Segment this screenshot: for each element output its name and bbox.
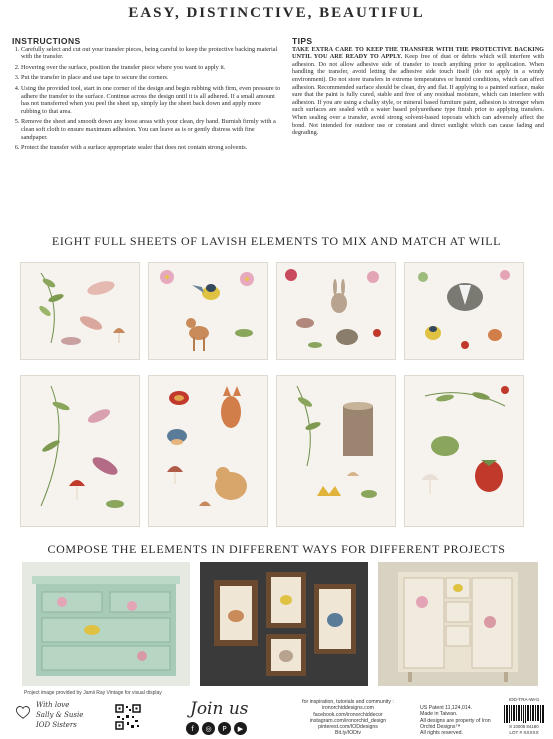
facebook-icon[interactable]: f — [186, 722, 199, 735]
tips-body: Keep free of dust or debris which will interfere with adhesion. Do not allow adhesive side of transfer to touch anything prior to application. When handling the transfer, avoid letting the adhesive side touch itself (do not apply in a windy environment). Do not store transfers in extreme temperatures or humid conditions, which can affect adhesion. Recommended surface should be clean, dry and flat. If applying to a painted surface, make sure that the paint is fully cured, stable and free of any residual moisture, which can interfere with adhesion. If you are using a chalky style, or mineral based furniture paint, adhesion is stronger when such surfaces are sealed with a water based polyurethane type finish prior to applying transfers. When sealing over a transfer, avoid strong solvent-based topcoats which can adversely affect the bond. Not intended for outdoor use or constant and direct sunlight which can cause fading and degrading. — [292, 53, 544, 137]
legal-info — [420, 705, 498, 736]
sheet-2-art — [149, 263, 267, 359]
signature — [14, 701, 86, 737]
youtube-icon[interactable]: ▶ — [234, 722, 247, 735]
photo-caption: Project image provided by Jamii Ray Vintage for visual display — [24, 690, 162, 696]
transfer-sheet-4 — [404, 262, 524, 360]
sheet-4-art — [405, 263, 523, 359]
tips-section — [292, 38, 544, 137]
join-us: Join us — [190, 699, 249, 719]
instruction-step: 2. Hovering over the surface, position the transfer piece where you want to apply it. — [21, 64, 282, 72]
transfer-sheet-6 — [148, 375, 268, 527]
sku-text: IOD-TRA-WH1 — [508, 697, 540, 702]
link-website[interactable]: ironorchiddesigns.com — [322, 705, 374, 712]
transfer-sheet-5 — [20, 375, 140, 527]
tips-text — [292, 46, 544, 137]
tips-title: TIPS — [292, 36, 313, 46]
link-instagram[interactable]: instagram.com/ironorchid_design — [309, 717, 387, 724]
instruction-step: 3. Put the transfer in place and use tape to secure the corners. — [21, 74, 282, 82]
barcode-icon — [502, 704, 546, 724]
link-facebook[interactable]: facebook.com/ironorchiddecor — [313, 711, 383, 718]
barcode — [502, 704, 546, 724]
instruction-step: 5. Remove the sheet and smooth down any loose areas with your clean, dry hand. Burnish firmly with a clean soft cloth to ensure maximum adhesion. You can leave as is or gently distress with fine sandpaper. — [21, 118, 282, 141]
instruction-step: 4. Using the provided tool, start in one corner of the design and begin rubbing with firm, even pressure to adhere the transfer to the surface. Continue across the design until it is all adhered. If a small amount has not transferred when you peel the sheet up, simply lay the sheet back down and apply more rubbing to that area. — [21, 85, 282, 115]
headline: EASY, DISTINCTIVE, BEAUTIFUL — [128, 5, 425, 21]
instruction-step: 6. Protect the transfer with a surface appropriate sealer that does not contain strong solvents. — [21, 144, 282, 152]
tips-lead: TAKE EXTRA CARE TO KEEP THE TRANSFER WITH THE PROTECTIVE BACKING UNTIL YOU ARE READY TO APPLY. — [292, 45, 544, 61]
instruction-step: 1. Carefully select and cut out your transfer pieces, being careful to keep the protective backing material with the transfer. — [21, 46, 282, 61]
social-icons — [186, 722, 247, 735]
signature-line-1: With love — [36, 701, 70, 709]
sheet-5-art — [21, 376, 139, 526]
instructions-section — [12, 38, 282, 155]
instructions-title: INSTRUCTIONS — [12, 36, 81, 46]
sheet-7-art — [277, 376, 395, 526]
link-youtube[interactable]: Bit.ly/IODtv — [335, 730, 361, 737]
lot-number: LOT # XXXXX — [509, 730, 539, 735]
dresser-photo — [22, 562, 190, 686]
reserved-text: All rights reserved. — [420, 730, 463, 737]
rights-text: All designs are property of Iron Orchid Designs™ — [420, 717, 491, 730]
dresser-illustration — [22, 562, 190, 686]
frames-illustration — [200, 562, 368, 686]
sheet-6-art — [149, 376, 267, 526]
instructions-list — [12, 46, 282, 152]
sheet-1-art — [21, 263, 139, 359]
transfer-sheet-3 — [276, 262, 396, 360]
transfer-sheet-1 — [20, 262, 140, 360]
cabinet-illustration — [378, 562, 538, 686]
transfer-sheet-2 — [148, 262, 268, 360]
heart-icon — [14, 703, 32, 721]
pinterest-icon[interactable]: P — [218, 722, 231, 735]
signature-line-2: Sally & Susie — [36, 711, 84, 719]
link-pinterest[interactable]: pinterest.com/IODdesigns — [318, 724, 378, 731]
barcode-number: 8 10005 84180 — [509, 724, 539, 729]
cabinet-photo — [378, 562, 538, 686]
signature-line-3: IOD Sisters — [36, 721, 77, 729]
community-intro: for inspiration, tutorials and community : — [302, 699, 394, 705]
patent-text: US Patent 11,124,014. — [420, 705, 473, 711]
sheet-3-art — [277, 263, 395, 359]
framed-art-photo — [200, 562, 368, 686]
community-links — [283, 699, 413, 737]
transfer-sheet-8 — [404, 375, 524, 527]
sheet-8-art — [405, 376, 523, 526]
qr-code[interactable] — [115, 704, 141, 730]
qr-code-icon — [115, 704, 141, 730]
sheets-heading: EIGHT FULL SHEETS OF LAVISH ELEMENTS TO MIX AND MATCH AT WILL — [51, 234, 502, 248]
made-in-text: Made in Taiwan. — [420, 711, 458, 718]
instagram-icon[interactable]: ◎ — [202, 722, 215, 735]
transfer-sheet-7 — [276, 375, 396, 527]
projects-heading: COMPOSE THE ELEMENTS IN DIFFERENT WAYS FOR DIFFERENT PROJECTS — [47, 542, 506, 556]
